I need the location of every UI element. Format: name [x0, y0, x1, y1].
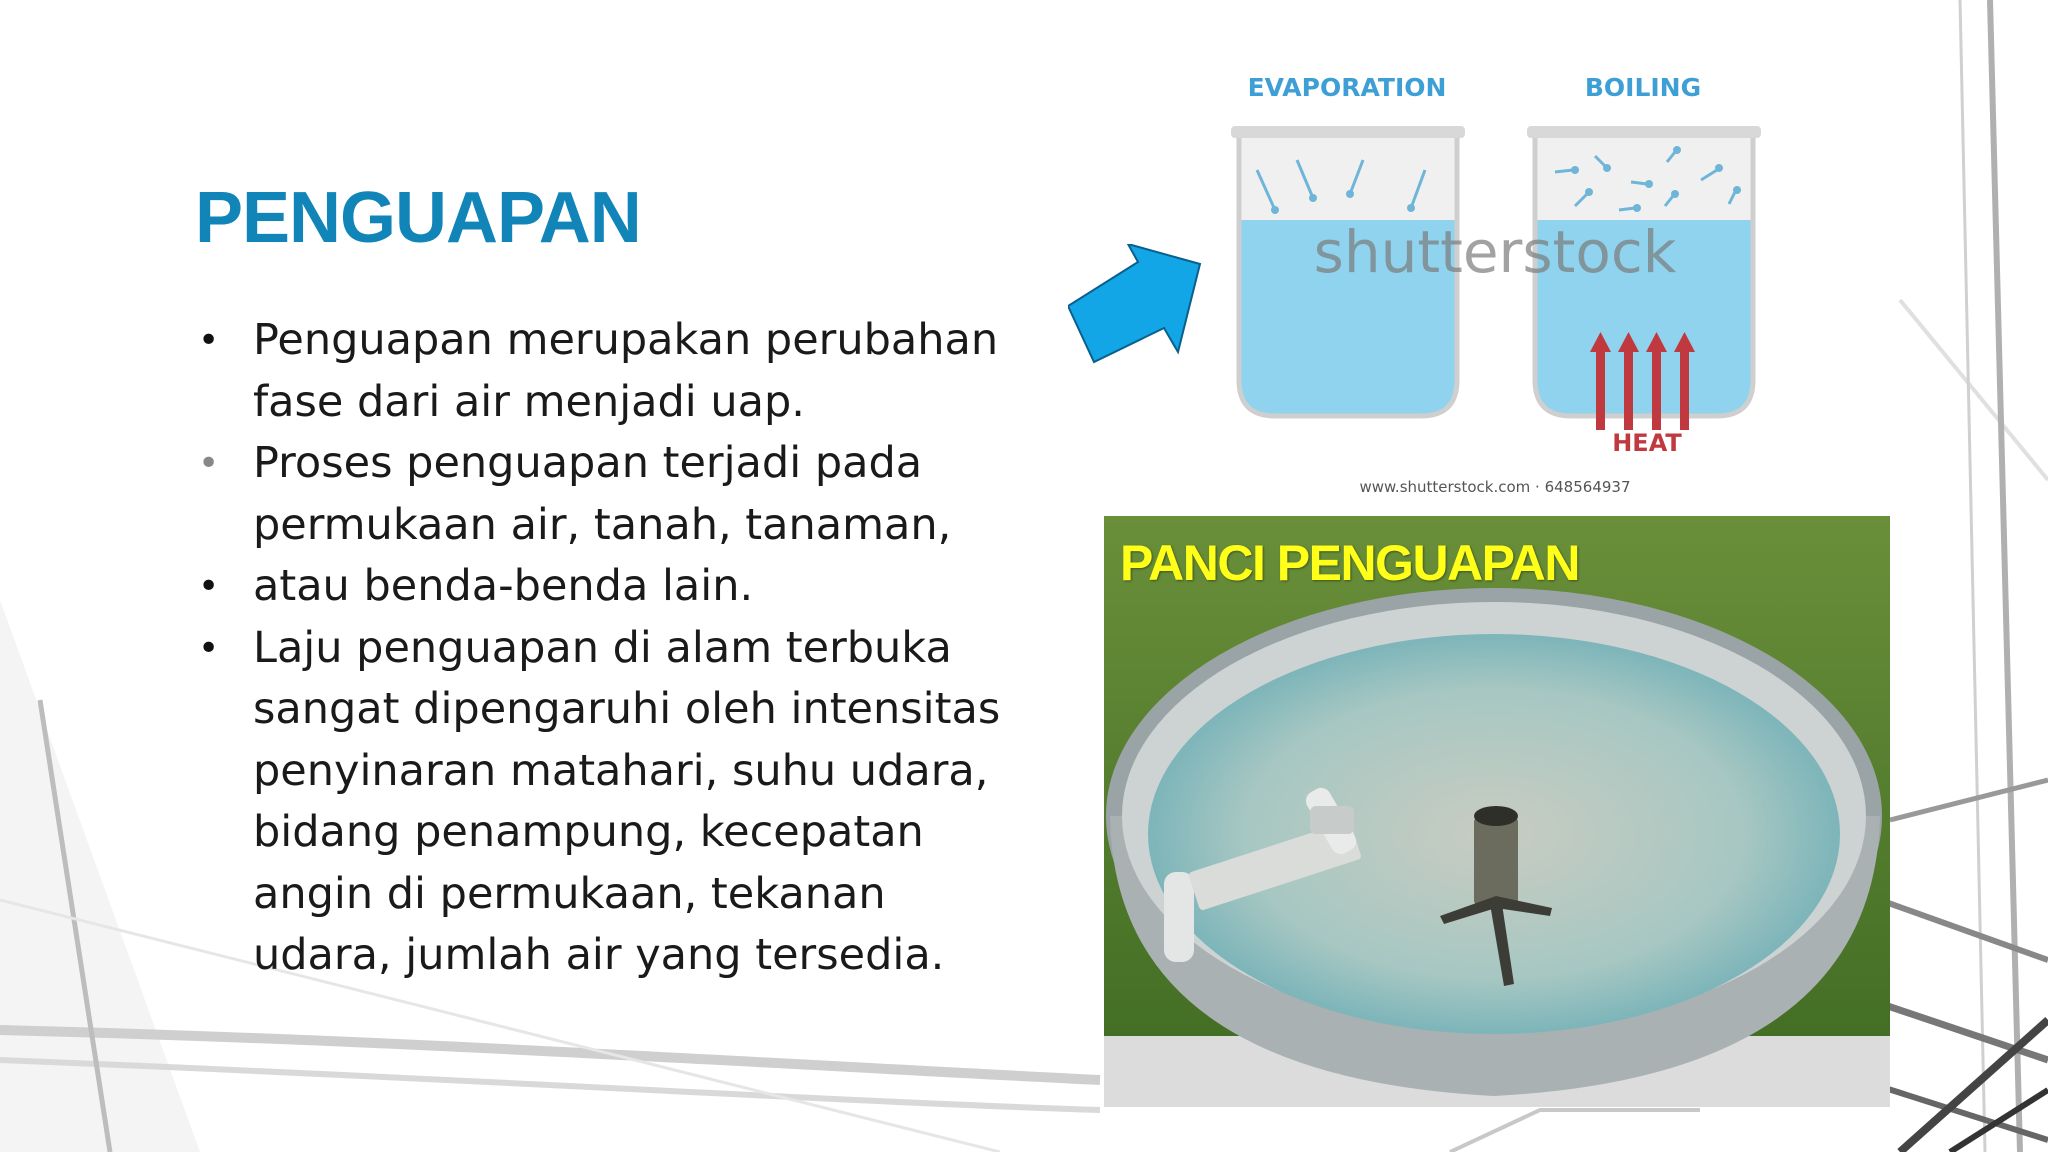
boiling-label: BOILING — [1584, 73, 1702, 102]
bullet-text: Penguapan merupakan perubahan fase dari air menjadi uap. — [253, 315, 999, 427]
image-credit: www.shutterstock.com · 648564937 — [1359, 478, 1631, 496]
bullet-list — [190, 310, 1010, 987]
arrow-icon — [1068, 244, 1208, 364]
bullet-item — [190, 556, 1010, 618]
bullet-icon: • — [198, 443, 220, 484]
evaporation-label: EVAPORATION — [1247, 73, 1447, 102]
bullet-item — [190, 618, 1010, 987]
bullet-icon: • — [198, 320, 220, 361]
pan-illustration — [1104, 516, 1890, 1107]
bullet-text: Proses penguapan terjadi pada permukaan air, tanah, tanaman, — [253, 438, 952, 550]
evaporation-pan-photo — [1104, 516, 1890, 1107]
bullet-text: atau benda-benda lain. — [253, 561, 754, 611]
bullet-icon: • — [198, 627, 220, 669]
slide-title: PENGUAPAN — [195, 178, 641, 258]
photo-label: PANCI PENGUAPAN — [1120, 535, 1580, 591]
watermark: shutterstock — [1313, 218, 1677, 286]
bullet-icon: • — [198, 566, 220, 607]
evaporation-boiling-diagram — [1195, 60, 1795, 500]
heat-label: HEAT — [1612, 429, 1682, 457]
bullet-item — [190, 310, 1010, 433]
bullet-text: Laju penguapan di alam terbuka sangat dipengaruhi oleh intensitas penyinaran matahari, suhu udara, bidang penampung, kecepatan angin di permukaan, tekanan udara, jumlah air yang tersedia. — [253, 622, 1001, 980]
bullet-item — [190, 433, 1010, 556]
